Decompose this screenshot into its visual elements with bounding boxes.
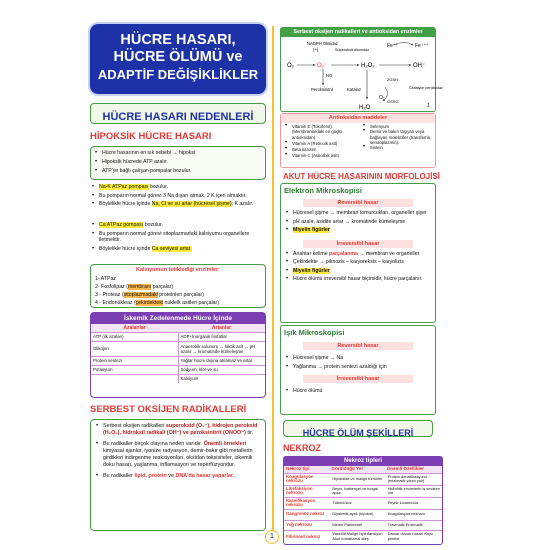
radical-diagram [281, 37, 443, 113]
list-item: • Hücre hasarının en sık sebebi → hipoksi [93, 149, 263, 158]
list-item: • Miyelin figürler [284, 267, 432, 276]
calcium-enzymes-box [90, 264, 266, 308]
reversible-banner-2: Reversibl hasar [303, 342, 413, 350]
list-item: • Hipoksik hücrede ATP azalır. [93, 158, 263, 167]
fe2-label: Fe⁺⁺ [387, 43, 399, 49]
list-item: • Anahtar kelime parçalanma → membran ve organeller [284, 250, 432, 259]
list-item: • Na-K ATPaz pompası bozulur. [90, 184, 266, 191]
list-item: • pH azalır, asidite artar → kromatinde kümeleşme [284, 218, 432, 227]
list-item: • Demir ve bakırı taşıyan veya bağlayan moleküller (transferrin, seruloplazmin). [361, 129, 433, 145]
list-item: • Miyelin figürler [284, 226, 432, 235]
list-item: • Bu radikaller lipid, protein ve DNA'da hasar yaparlar. [94, 473, 262, 480]
light-microscopy-box [280, 325, 436, 415]
list-item: • Yağlanma → protein sentezi azaldığı için [284, 363, 432, 372]
causes-heading: HÜCRE HASARI NEDENLERİ [90, 103, 266, 124]
o2-bottom-label: O₂ [379, 95, 385, 101]
page-number: 1 [265, 530, 279, 544]
list-item: • Çekirdekte → piknozis – karyoreksis – karyolizis [284, 258, 432, 267]
enzyme-item: 3 - Proteaz (sitoplazmadaki proteinleri parçalar) [95, 292, 204, 298]
necrosis-title: NEKROZ [283, 443, 321, 453]
table-row: Yağ nekrozu Meme Pankreatit Travmatik Enzimatik [284, 520, 442, 530]
plus-label: (+) [313, 47, 319, 52]
o2-label: O₂ [287, 63, 294, 69]
list-item: • Hücresel şişme → membran tomurcukları, organeller şişer [284, 209, 432, 218]
irreversible-banner: İrreversibl hasar [303, 240, 413, 248]
antioxidants-right [361, 124, 433, 159]
ischemic-table [91, 324, 265, 383]
list-item: • ATP'ye bağlı çalışan pompalar bozulur. [93, 167, 263, 176]
list-item: • Böylelikle hücre içinde Na, Cl ve su artar (hücresel şişme); K azalır. [90, 201, 266, 208]
electron-microscopy-title: Elektron Mikroskopisi [284, 186, 362, 195]
table-header-row: Nekroz tipi Görüldüğü Yer Önemli Özellikler [284, 466, 442, 473]
free-radicals-title: SERBEST OKSİJEN RADİKALLERİ [90, 404, 247, 415]
antioxidants-left [283, 124, 361, 159]
table-row: Fibrinoid nekroz Vaskülit Malign hipertansiyon Akut romatizmal ateş Damar duvarı hasarı Koyu pembe [284, 530, 442, 543]
ca-section [90, 222, 266, 252]
list-item: • Bu radikaller birçok olayına neden varıdır. Önemli örnekleri kimyasal ajanlar, iyonize radyasyon, demir-bakır gibi metallerin girdikleri indirgenme reaksiyonları, oksidan toksisiteler, iskemik doku hasarı, yaşlanma, inflamasyon ve reperfüzyondur. [94, 441, 262, 469]
list-item: • Hücresel şişme → Na [284, 354, 432, 363]
necrosis-table-title: Nekroz tipleri [284, 457, 442, 466]
sod-label: Süperoksit dismutaz [335, 48, 370, 52]
reversible-list-2 [281, 350, 435, 374]
gpx-label: Glutatyon peroksidaz [409, 86, 443, 90]
list-item: • Hücre ölümü irreversibl hasar biçimidir, hücre parçalanır. [284, 275, 432, 284]
free-radicals-box [90, 419, 266, 531]
table-row: Likefaksiyon nekrozu Beyin, bakteriyel ve fungal apse Hidrolitik enzimlerin iş sindirim var [284, 485, 442, 497]
nadph-label: NADPH Oksidaz [307, 41, 338, 46]
table-row: ATP (ilk azalan) ADP+İnorganik fosfatlar [91, 332, 265, 341]
list-item: • Böylelikle hücre içinde Ca seviyesi artar. [90, 246, 266, 253]
necrosis-box [283, 456, 443, 545]
catalase-label: Katalaz [347, 87, 361, 92]
table-row: Kalsiyum [91, 374, 265, 383]
enzyme-item: 2- Fosfolipaz (membranı parçalar) [95, 284, 174, 290]
reversible-banner: Reversibl hasar [303, 199, 413, 207]
irreversible-list [281, 248, 435, 286]
fe3-label: Fe⁺⁺⁺ [415, 43, 429, 49]
electron-microscopy-box [280, 183, 436, 323]
list-item: • Bu pomparın normal görevi 3 Na dışarı atmak, 2 K içeri almaktır. [90, 193, 266, 200]
table-row: Kazeifikasyon nekrozu Tüberküloz Peynir kıvamında [284, 497, 442, 509]
table-row: Protein sentezi Yağlar hücre dışına atılamaz ve artar. [91, 356, 265, 365]
list-item: • Serbest oksijen radikalleri superoksid (O₂⁻), hidrojen peroksid (H₂O₂), hidroksil radikali (OH⁻) ve peroksinitrit (ONOO⁻) tir. [94, 423, 262, 437]
hypoxic-title: HİPOKSİK HÜCRE HASARI [90, 131, 212, 142]
gsh-label: 2GSH [387, 77, 398, 82]
list-item: • Ca ATPaz pompası bozulur. [90, 222, 266, 229]
list-item: • Vitamin C (Askorbik asit) [283, 153, 361, 158]
enzyme-item: 4 - Endonükleaz (çekirdekteki nükleik asitleri parçalar) [95, 300, 219, 306]
antioxidants-columns [281, 123, 435, 160]
table-row: Glikojen Anaerobik solunum → laktik asit → pH azalır → kromatinde kümeleşme [91, 341, 265, 356]
page-title: HÜCRE HASARI, HÜCRE ÖLÜMÜ ve ADAPTİF DEĞİŞİKLİKLER [97, 32, 259, 82]
list-item: • Bu pomparın normal görevi sitoplazmadaki kalsiyumu organellere iletmektir. [90, 231, 266, 244]
morphology-title: AKUT HÜCRE HASARININ MORFOLOJİSİ [283, 172, 440, 181]
column-divider [272, 26, 274, 532]
antioxidants-title: Antioksidan maddeler [281, 114, 435, 123]
table-header-row: Azalanlar Artanlar [91, 324, 265, 332]
ischemic-title: İskemik Zedelenmede Hücre İçinde [91, 313, 265, 324]
table-row: Potasyum Sodyum, klor ve su [91, 365, 265, 374]
table-row: Koagülasyon nekrozu Hipokside ve malign tümörler Protein denatürasyonu (enzimatik yıkım yok) [284, 473, 442, 485]
gssg-label: GSSG [387, 99, 399, 104]
h2o2-label: H₂O₂ [361, 63, 375, 69]
list-item: • Sistein [361, 145, 433, 150]
hypoxic-summary-box [90, 146, 266, 180]
list-item: • Hücre ölümü [284, 387, 432, 396]
diagram-title: Serbest oksijen radikalleri ve antioksidan enzimler [281, 28, 435, 37]
oh-label: OH⁻ [413, 63, 426, 69]
list-item: • Vitamin E (Tokoferol) (Membranlardaki en güçlü antioksidan) [283, 124, 361, 140]
title-banner [90, 24, 266, 94]
enzymes-title: Kalsiyumun tetiklediği enzimler: [135, 267, 221, 273]
irreversible-banner-2: İrreversibl hasar [303, 375, 413, 383]
o2-minus-label: O₂⁻ [317, 63, 328, 69]
ischemic-box [90, 312, 266, 398]
no-label: NO [326, 73, 333, 78]
antioxidants-box [280, 113, 436, 168]
cell-death-heading: HÜCRE ÖLÜM ŞEKİLLERİ [283, 420, 433, 437]
radical-diagram-box [280, 27, 443, 112]
light-microscopy-title: Işık Mikroskopisi [284, 328, 345, 337]
table-row: Gangrenöz nekroz Diyabetik ayak (hipoksi) Koagülasyon nekrozu [284, 509, 442, 520]
reversible-list [281, 207, 435, 237]
enzyme-item: 1- ATPaz [95, 276, 116, 282]
diagram-number: 1 [427, 103, 430, 109]
peroxynitrite-label: Peroksinitrit [311, 87, 333, 92]
na-k-section [90, 184, 266, 208]
h2o-label: H₂O [359, 105, 371, 111]
necrosis-table [284, 466, 442, 543]
list-item: • Selenyum [361, 124, 433, 129]
list-item: • Vitamin A (Retinoik asit) [283, 141, 361, 146]
irreversible-list-2 [281, 383, 435, 400]
list-item: • Beta karoten [283, 147, 361, 152]
